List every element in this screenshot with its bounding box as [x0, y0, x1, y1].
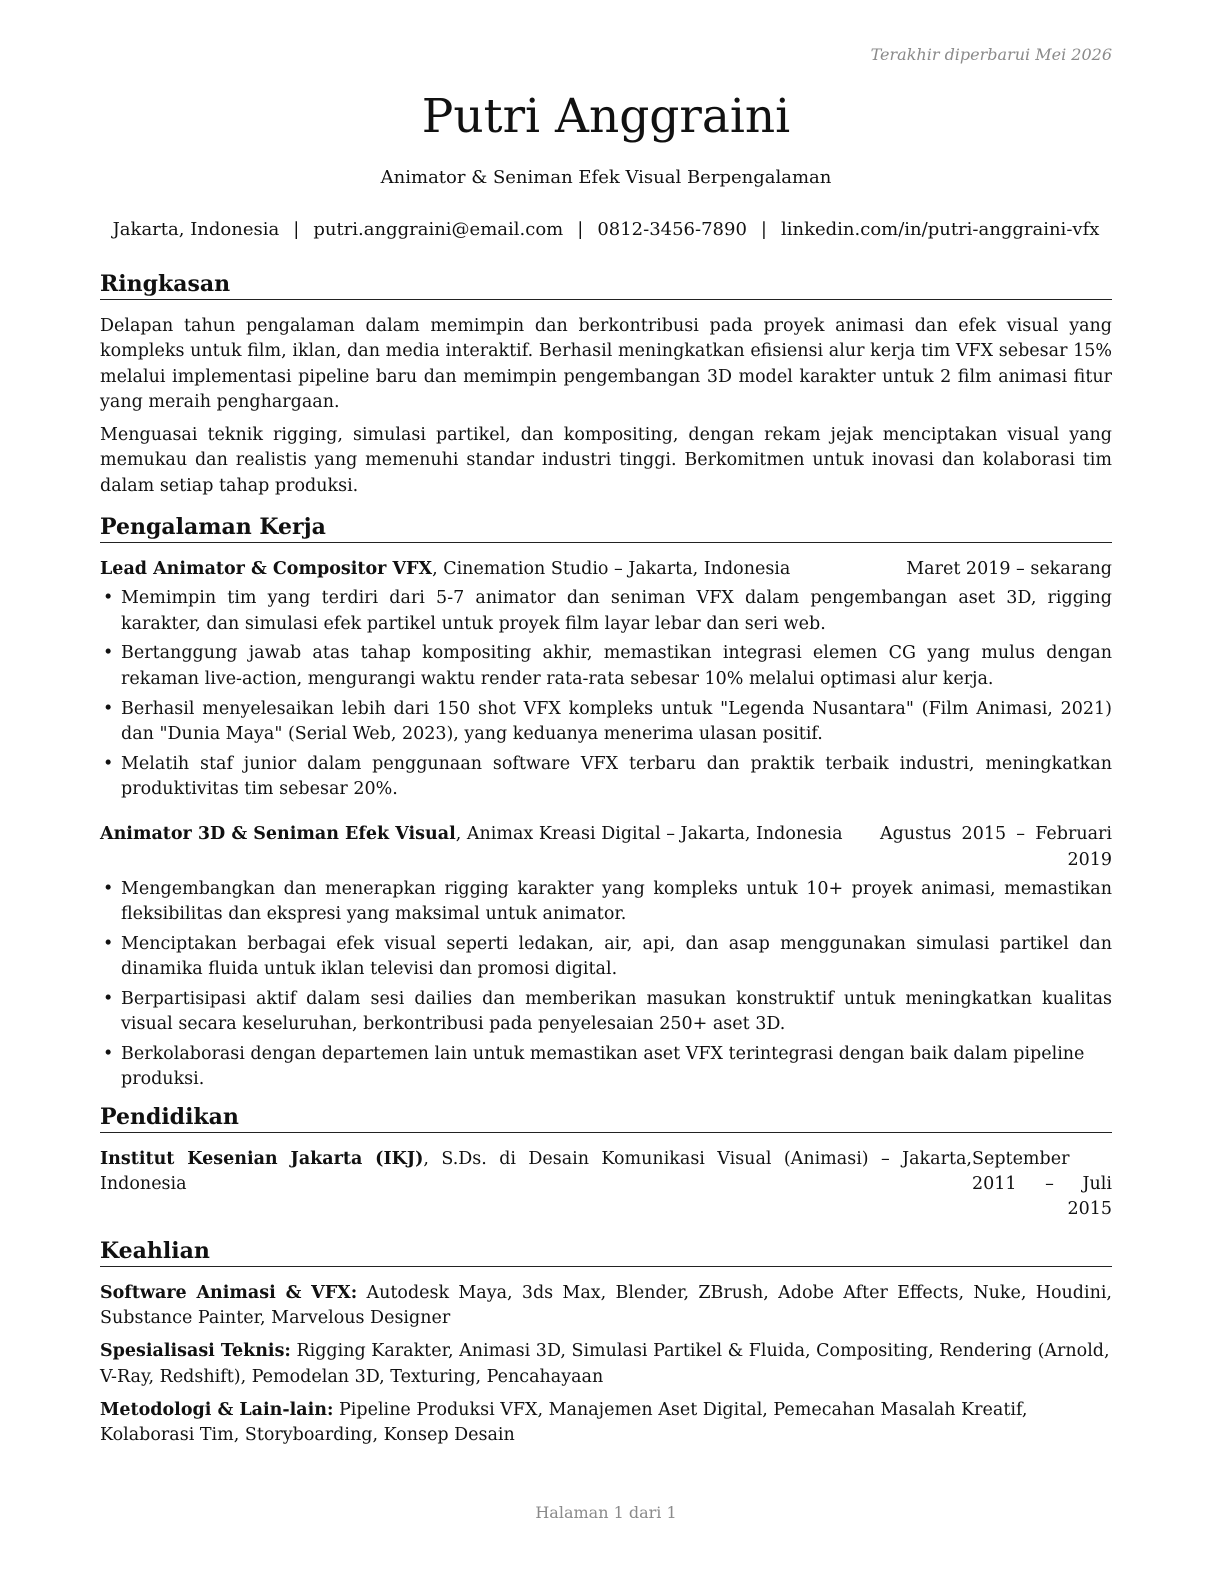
contact-separator: | — [293, 219, 300, 240]
list-item: • Berhasil menyelesaikan lebih dari 150 shot VFX kompleks untuk "Legenda Nusantara" (Film Animasi, 2021) dan "Dunia Maya" (Serial Web, 2023), yang keduanya menerima ulasan positif. — [100, 697, 1112, 748]
list-item: • Melatih staf junior dalam penggunaan software VFX terbaru dan praktik terbaik industri, meningkatkan produktivitas tim sebesar 20%. — [100, 752, 1112, 803]
skill-value: Autodesk Maya, 3ds Max, Blender, ZBrush, Adobe After Effects, Nuke, Houdini, Substance Painter, Marvelous Designer — [100, 1282, 1112, 1328]
contact-linkedin[interactable]: linkedin.com/in/putri-anggraini-vfx — [780, 219, 1100, 240]
job-role: Lead Animator & Compositor VFX — [100, 559, 433, 580]
education-institution: Institut Kesenian Jakarta (IKJ) — [100, 1148, 424, 1169]
resume-body — [100, 270, 1112, 1448]
contact-phone: 0812-3456-7890 — [597, 219, 747, 240]
skill-row — [100, 1281, 1112, 1332]
job-role: Animator 3D & Seniman Efek Visual — [100, 824, 456, 845]
skill-value: Rigging Karakter, Animasi 3D, Simulasi Partikel & Fluida, Compositing, Rendering (Arnold, V-Ray, Redshift), Pemodelan 3D, Texturing, Pencahayaan — [100, 1341, 1110, 1387]
skill-label: Metodologi & Lain-lain: — [100, 1399, 334, 1420]
experience-section — [100, 513, 1112, 1093]
education-details: , S.Ds. di Desain Komunikasi Visual (Animasi) – Jakarta, Indonesia — [100, 1148, 972, 1195]
section-title: Pendidikan — [100, 1103, 1112, 1133]
skills-section — [100, 1237, 1112, 1449]
education-section — [100, 1103, 1112, 1223]
section-title: Ringkasan — [100, 270, 1112, 300]
job-company: , Cinemation Studio – Jakarta, Indonesia — [432, 559, 791, 580]
job-company: , Animax Kreasi Digital – Jakarta, Indonesia — [455, 824, 843, 845]
contact-separator: | — [577, 219, 584, 240]
last-updated: Terakhir diperbarui Mei 2026 — [870, 45, 1112, 64]
education-dates: September 2011 – Juli 2015 — [972, 1148, 1112, 1220]
skill-value: Pipeline Produksi VFX, Manajemen Aset Digital, Pemecahan Masalah Kreatif, Kolaborasi Tim, Storyboarding, Konsep Desain — [100, 1399, 1028, 1446]
job-entry — [100, 557, 1112, 802]
summary-paragraph: Delapan tahun pengalaman dalam memimpin dan berkontribusi pada proyek animasi dan efek visual yang kompleks untuk film, iklan, dan media interaktif. Berhasil meningkatkan efisiensi alur kerja tim VFX sebesar 15% melalui implementasi pipeline baru dan memimpin pengembangan 3D model karakter untuk 2 film animasi fitur yang meraih penghargaan. — [100, 316, 1112, 412]
list-item: • Menciptakan berbagai efek visual seperti ledakan, air, api, dan asap menggunakan simulasi partikel dan dinamika fluida untuk iklan televisi dan promosi digital. — [100, 932, 1112, 983]
page-number: Halaman 1 dari 1 — [535, 1503, 677, 1522]
list-item: • Bertanggung jawab atas tahap kompositing akhir, memastikan integrasi elemen CG yang mulus dengan rekaman live-action, mengurangi waktu render rata-rata sebesar 10% melalui optimasi alur kerja. — [100, 641, 1112, 692]
skill-label: Software Animasi & VFX: — [100, 1282, 358, 1303]
resume-page — [100, 0, 1112, 1584]
skill-row — [100, 1339, 1118, 1390]
job-bullets — [100, 877, 1112, 1093]
candidate-tagline: Animator & Seniman Efek Visual Berpengalaman — [380, 167, 832, 188]
contact-email[interactable]: putri.anggraini@email.com — [313, 219, 564, 240]
section-title: Keahlian — [100, 1237, 1112, 1267]
contact-separator: | — [760, 219, 767, 240]
list-item: • Mengembangkan dan menerapkan rigging karakter yang kompleks untuk 10+ proyek animasi, memastikan fleksibilitas dan ekspresi yang maksimal untuk animator. — [100, 877, 1112, 928]
skill-label: Spesialisasi Teknis: — [100, 1341, 291, 1362]
section-title: Pengalaman Kerja — [100, 513, 1112, 543]
job-dates: Agustus 2015 – Februari 2019 — [880, 824, 1112, 870]
job-entry — [100, 822, 1112, 1092]
skill-row — [100, 1398, 1118, 1449]
summary-paragraph: Menguasai teknik rigging, simulasi partikel, dan kompositing, dengan rekam jejak menciptakan visual yang memukau dan realistis yang memenuhi standar industri tinggi. Berkomitmen untuk inovasi dan kolaborasi tim dalam setiap tahap produksi. — [100, 425, 1112, 496]
list-item: • Memimpin tim yang terdiri dari 5-7 animator dan seniman VFX dalam pengembangan aset 3D, rigging karakter, dan simulasi efek partikel untuk proyek film layar lebar dan seri web. — [100, 586, 1112, 637]
list-item: • Berpartisipasi aktif dalam sesi dailies dan memberikan masukan konstruktif untuk meningkatkan kualitas visual secara keseluruhan, berkontribusi pada penyelesaian 250+ aset 3D. — [100, 987, 1112, 1038]
candidate-name: Putri Anggraini — [421, 89, 791, 144]
contact-location: Jakarta, Indonesia — [112, 219, 280, 240]
contact-line — [100, 219, 1112, 240]
list-item: • Berkolaborasi dengan departemen lain untuk memastikan aset VFX terintegrasi dengan baik dalam pipeline produksi. — [100, 1042, 1120, 1093]
summary-section — [100, 270, 1112, 499]
job-dates: Maret 2019 – sekarang — [906, 559, 1112, 580]
job-bullets — [100, 586, 1112, 802]
